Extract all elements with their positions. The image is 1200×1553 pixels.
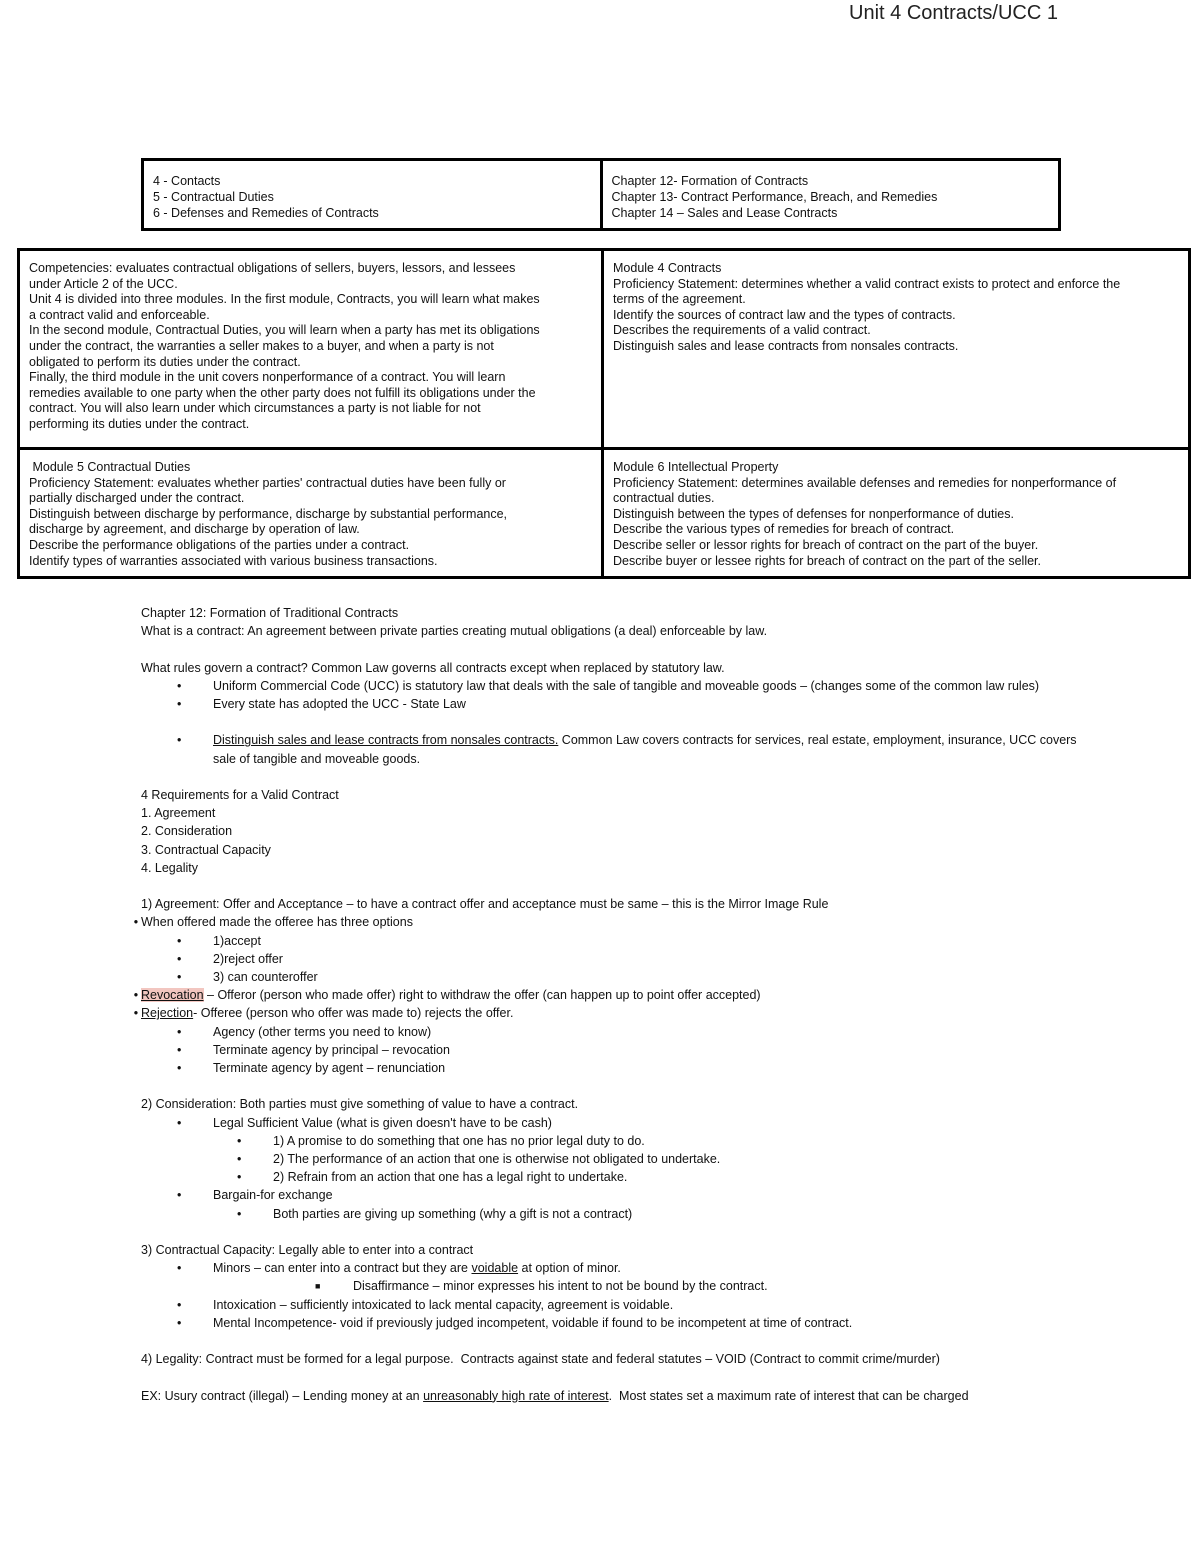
overview-module-6: 6 - Defenses and Remedies of Contracts [153, 206, 379, 220]
module-5-line: Distinguish between discharge by performance, discharge by substantial performance, [29, 506, 508, 521]
list-item: • 3) can counteroffer [141, 968, 1171, 986]
module-6-line: Distinguish between the types of defenses for nonperformance of duties. [613, 506, 1014, 521]
overview-chapter-12: Chapter 12- Formation of Contracts [611, 174, 809, 188]
bullet-icon: • [177, 970, 182, 984]
contract-definition: What is a contract: An agreement between private parties creating mutual obligations (a deal) enforceable by law. [141, 624, 768, 639]
bullet-icon: • [237, 1206, 242, 1221]
bullet-icon: • [177, 697, 182, 711]
competencies-line: under the contract, the warranties a seller makes to a buyer, and when a party is not [29, 338, 494, 353]
page-header-title: Unit 4 Contracts/UCC 1 [849, 2, 1058, 24]
competencies-line: Finally, the third module in the unit covers nonperformance of a contract. You will learn [29, 370, 506, 385]
module-4-line: terms of the agreement. [613, 292, 746, 307]
agreement-heading: 1) Agreement: Offer and Acceptance – to have a contract offer and acceptance must be same – this is the Mirror Image Rule [141, 897, 829, 912]
competencies-line: contract. You will also learn under which circumstances a party is not liable for not [29, 401, 481, 416]
bullet-icon: • [177, 1042, 182, 1057]
competencies-line: Unit 4 is divided into three modules. In the first module, Contracts, you will learn what makes [29, 292, 540, 307]
list-item: • Uniform Commercial Code (UCC) is statutory law that deals with the sale of tangible and moveable goods – (changes some of the common law rules) [141, 677, 1171, 695]
module-5-line: Proficiency Statement: evaluates whether parties' contractual duties have been fully or [29, 475, 506, 490]
module-4-title: Module 4 Contracts [613, 261, 722, 275]
module-6-line: Describe seller or lessor rights for breach of contract on the part of the buyer. [613, 537, 1039, 552]
bullet-icon: • [133, 915, 139, 930]
overview-module-4: 4 - Contacts [153, 174, 221, 188]
module-5-title: Module 5 Contractual Duties [29, 460, 191, 474]
usury-example: EX: Usury contract (illegal) – Lending money at an unreasonably high rate of interest. Most states set a maximum rate of interest that can be charged [141, 1388, 969, 1403]
bullet-icon: • [177, 678, 182, 693]
module-5-line: Identify types of warranties associated with various business transactions. [29, 553, 438, 568]
list-item: • Terminate agency by agent – renunciation [141, 1059, 1171, 1077]
overview-chapters-cell [600, 161, 1059, 228]
bullet-icon: • [177, 1297, 182, 1312]
list-item: • Legal Sufficient Value (what is given doesn't have to be cash) [141, 1114, 1171, 1132]
bullet-icon: • [177, 933, 182, 948]
modules-table [17, 248, 1191, 579]
list-item: • Both parties are giving up something (why a gift is not a contract) [141, 1205, 1171, 1223]
bullet-icon: • [237, 1133, 242, 1148]
overview-modules-cell [144, 161, 600, 228]
list-item: • Agency (other terms you need to know) [141, 1023, 1171, 1041]
consideration-heading: 2) Consideration: Both parties must give something of value to have a contract. [141, 1097, 579, 1112]
competencies-line: Competencies: evaluates contractual obligations of sellers, buyers, lessors, and lessees [29, 261, 516, 275]
legality-heading: 4) Legality: Contract must be formed for a legal purpose. Contracts against state and federal statutes – VOID (Contract to commit crime/murder) [141, 1352, 940, 1367]
module-4-line: Describes the requirements of a valid contract. [613, 323, 871, 338]
bullet-icon: • [177, 1061, 182, 1076]
revocation-term: Revocation [141, 988, 204, 1003]
module-4-line: Distinguish sales and lease contracts from nonsales contracts. [613, 338, 959, 353]
chapter-title: Chapter 12: Formation of Traditional Contracts [141, 606, 399, 620]
module-5-cell [20, 450, 604, 579]
bullet-icon: • [177, 951, 182, 966]
bullet-icon: • [177, 1115, 182, 1130]
module-4-line: Identify the sources of contract law and the types of contracts. [613, 307, 956, 322]
list-item: • Distinguish sales and lease contracts from nonsales contracts. Common Law covers contracts for services, real estate, employment, insurance, UCC covers sale of tangible and moveable goods. [141, 731, 1171, 767]
module-6-title: Module 6 Intellectual Property [613, 460, 779, 474]
list-item: • 2) Refrain from an action that one has a legal right to undertake. [141, 1168, 1171, 1186]
bullet-icon: • [177, 1024, 182, 1039]
competencies-line: under Article 2 of the UCC. [29, 276, 178, 291]
module-6-line: Proficiency Statement: determines available defenses and remedies for nonperformance of [613, 475, 1117, 490]
list-item: • Minors – can enter into a contract but they are voidable at option of minor. [141, 1259, 1171, 1277]
overview-chapter-14: Chapter 14 – Sales and Lease Contracts [611, 206, 838, 220]
module-6-line: Describe the various types of remedies for breach of contract. [613, 522, 955, 537]
requirement-item: 4. Legality [141, 860, 198, 875]
requirement-item: 1. Agreement [141, 806, 216, 821]
list-item: • Mental Incompetence- void if previously judged incompetent, voidable if found to be incompetent at time of contract. [141, 1314, 1171, 1332]
competencies-line: remedies available to one party when the other party does not fulfill its obligations under the [29, 385, 536, 400]
list-item: • Intoxication – sufficiently intoxicated to lack mental capacity, agreement is voidable. [141, 1296, 1171, 1314]
overview-table [141, 158, 1061, 231]
bullet-icon: • [177, 1188, 182, 1203]
module-5-line: partially discharged under the contract. [29, 491, 245, 506]
square-bullet-icon: ■ [315, 1281, 321, 1292]
requirement-item: 2. Consideration [141, 824, 233, 839]
rejection-term: Rejection [141, 1006, 194, 1021]
module-6-cell [604, 450, 1188, 579]
requirement-item: 3. Contractual Capacity [141, 842, 271, 857]
list-item: • 2)reject offer [141, 950, 1171, 968]
competencies-line: a contract valid and enforceable. [29, 307, 210, 322]
list-item: • Terminate agency by principal – revocation [141, 1041, 1171, 1059]
module-4-line: Proficiency Statement: determines whether a valid contract exists to protect and enforce the [613, 276, 1121, 291]
overview-module-5: 5 - Contractual Duties [153, 190, 274, 204]
capacity-heading: 3) Contractual Capacity: Legally able to enter into a contract [141, 1243, 474, 1258]
bullet-icon: • [133, 988, 139, 1003]
list-item: ■ Disaffirmance – minor expresses his intent to not be bound by the contract. [141, 1277, 1171, 1295]
module-6-line: contractual duties. [613, 491, 715, 506]
overview-chapter-13: Chapter 13- Contract Performance, Breach, and Remedies [611, 190, 938, 204]
bullet-icon: • [133, 1006, 139, 1021]
bullet-icon: • [177, 1315, 182, 1330]
bullet-icon: • [237, 1170, 242, 1185]
bullet-icon: • [237, 1152, 242, 1167]
competencies-line: In the second module, Contractual Duties, you will learn when a party has met its obligations [29, 323, 540, 338]
list-item: • 1)accept [141, 932, 1171, 950]
module-5-line: Describe the performance obligations of the parties under a contract. [29, 537, 410, 552]
bullet-icon: • [177, 1261, 182, 1276]
requirements-title: 4 Requirements for a Valid Contract [141, 787, 339, 802]
list-item: • 2) The performance of an action that one is otherwise not obligated to undertake. [141, 1150, 1171, 1168]
list-item: • 1) A promise to do something that one has no prior legal duty to do. [141, 1132, 1171, 1150]
list-item: • Rejection- Offeree (person who offer was made to) rejects the offer. [131, 1004, 1171, 1022]
competencies-line: performing its duties under the contract. [29, 416, 250, 431]
list-item: • Revocation – Offeror (person who made offer) right to withdraw the offer (can happen up to point offer accepted) [131, 986, 1171, 1004]
rules-question: What rules govern a contract? Common Law governs all contracts except when replaced by statutory law. [141, 660, 725, 675]
competencies-line: obligated to perform its duties under the contract. [29, 354, 301, 369]
list-item: • Bargain-for exchange [141, 1186, 1171, 1204]
bullet-icon: • [177, 733, 182, 748]
list-item: • Every state has adopted the UCC - State Law [141, 695, 1171, 713]
list-item: • When offered made the offeree has three options [131, 913, 1171, 931]
module-5-line: discharge by agreement, and discharge by operation of law. [29, 522, 360, 537]
module-4-cell [604, 251, 1188, 447]
competencies-cell [20, 251, 604, 447]
notes-body [133, 604, 1171, 1405]
module-6-line: Describe buyer or lessee rights for breach of contract on the part of the seller. [613, 553, 1041, 568]
